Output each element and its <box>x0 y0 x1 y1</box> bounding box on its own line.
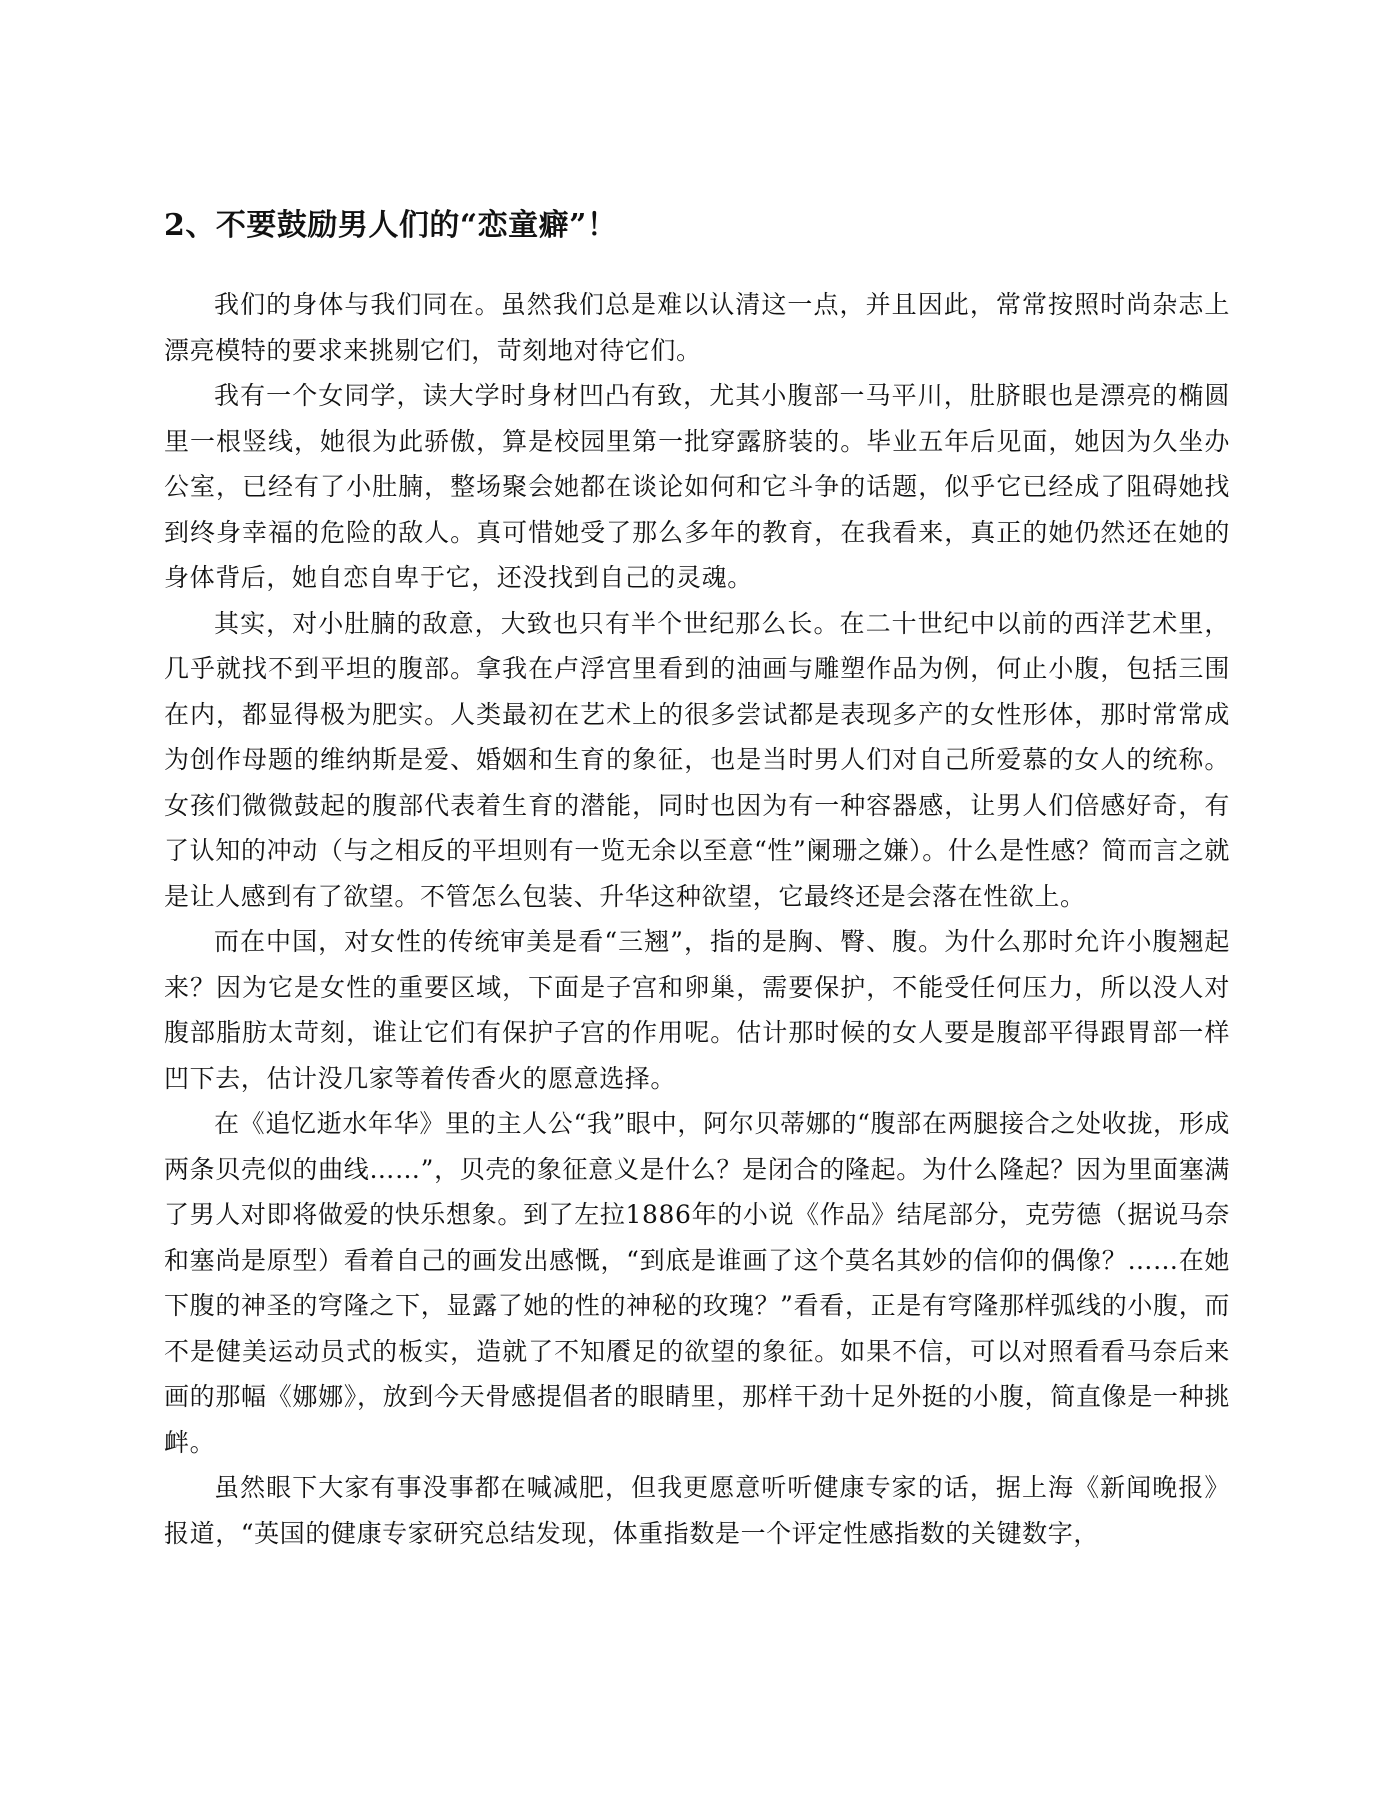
paragraph: 在《追忆逝水年华》里的主人公“我”眼中，阿尔贝蒂娜的“腹部在两腿接合之处收拢，形成两条贝壳似的曲线……”，贝壳的象征意义是什么？是闭合的隆起。为什么隆起？因为里面塞满了男人对即将做爱的快乐想象。到了左拉1886年的小说《作品》结尾部分，克劳德（据说马奈和塞尚是原型）看着自己的画发出感慨，“到底是谁画了这个莫名其妙的信仰的偶像？……在她下腹的神圣的穹隆之下，显露了她的性的神秘的玫瑰？”看看，正是有穹隆那样弧线的小腹，而不是健美运动员式的板实，造就了不知餍足的欲望的象征。如果不信，可以对照看看马奈后来画的那幅《娜娜》，放到今天骨感提倡者的眼睛里，那样干劲十足外挺的小腹，简直像是一种挑衅。 <box>164 1109 1230 1457</box>
paragraph: 其实，对小肚腩的敌意，大致也只有半个世纪那么长。在二十世纪中以前的西洋艺术里，几乎就找不到平坦的腹部。拿我在卢浮宫里看到的油画与雕塑作品为例，何止小腹，包括三围在内，都显得极为肥实。人类最初在艺术上的很多尝试都是表现多产的女性形体，那时常常成为创作母题的维纳斯是爱、婚姻和生育的象征，也是当时男人们对自己所爱慕的女人的统称。女孩们微微鼓起的腹部代表着生育的潜能，同时也因为有一种容器感，让男人们倍感好奇，有了认知的冲动（与之相反的平坦则有一览无余以至意“性”阑珊之嫌）。什么是性感？简而言之就是让人感到有了欲望。不管怎么包装、升华这种欲望，它最终还是会落在性欲上。 <box>164 608 1230 911</box>
document-body <box>164 196 1230 1556</box>
paragraph: 我们的身体与我们同在。虽然我们总是难以认清这一点，并且因此，常常按照时尚杂志上漂亮模特的要求来挑剔它们，苛刻地对待它们。 <box>164 290 1230 365</box>
paragraph: 虽然眼下大家有事没事都在喊减肥，但我更愿意听听健康专家的话，据上海《新闻晚报》报道，“英国的健康专家研究总结发现，体重指数是一个评定性感指数的关键数字， <box>164 1473 1230 1548</box>
paragraph: 而在中国，对女性的传统审美是看“三翘”，指的是胸、臀、腹。为什么那时允许小腹翘起来？因为它是女性的重要区域，下面是子宫和卵巢，需要保护，不能受任何压力，所以没人对腹部脂肪太苛刻，谁让它们有保护子宫的作用呢。估计那时候的女人要是腹部平得跟胃部一样凹下去，估计没几家等着传香火的愿意选择。 <box>164 927 1230 1093</box>
section-heading: 2、不要鼓励男人们的“恋童癖”！ <box>164 208 618 243</box>
paragraph: 我有一个女同学，读大学时身材凹凸有致，尤其小腹部一马平川，肚脐眼也是漂亮的椭圆里一根竖线，她很为此骄傲，算是校园里第一批穿露脐装的。毕业五年后见面，她因为久坐办公室，已经有了小肚腩，整场聚会她都在谈论如何和它斗争的话题，似乎它已经成了阻碍她找到终身幸福的危险的敌人。真可惜她受了那么多年的教育，在我看来，真正的她仍然还在她的身体背后，她自恋自卑于它，还没找到自己的灵魂。 <box>164 381 1230 592</box>
